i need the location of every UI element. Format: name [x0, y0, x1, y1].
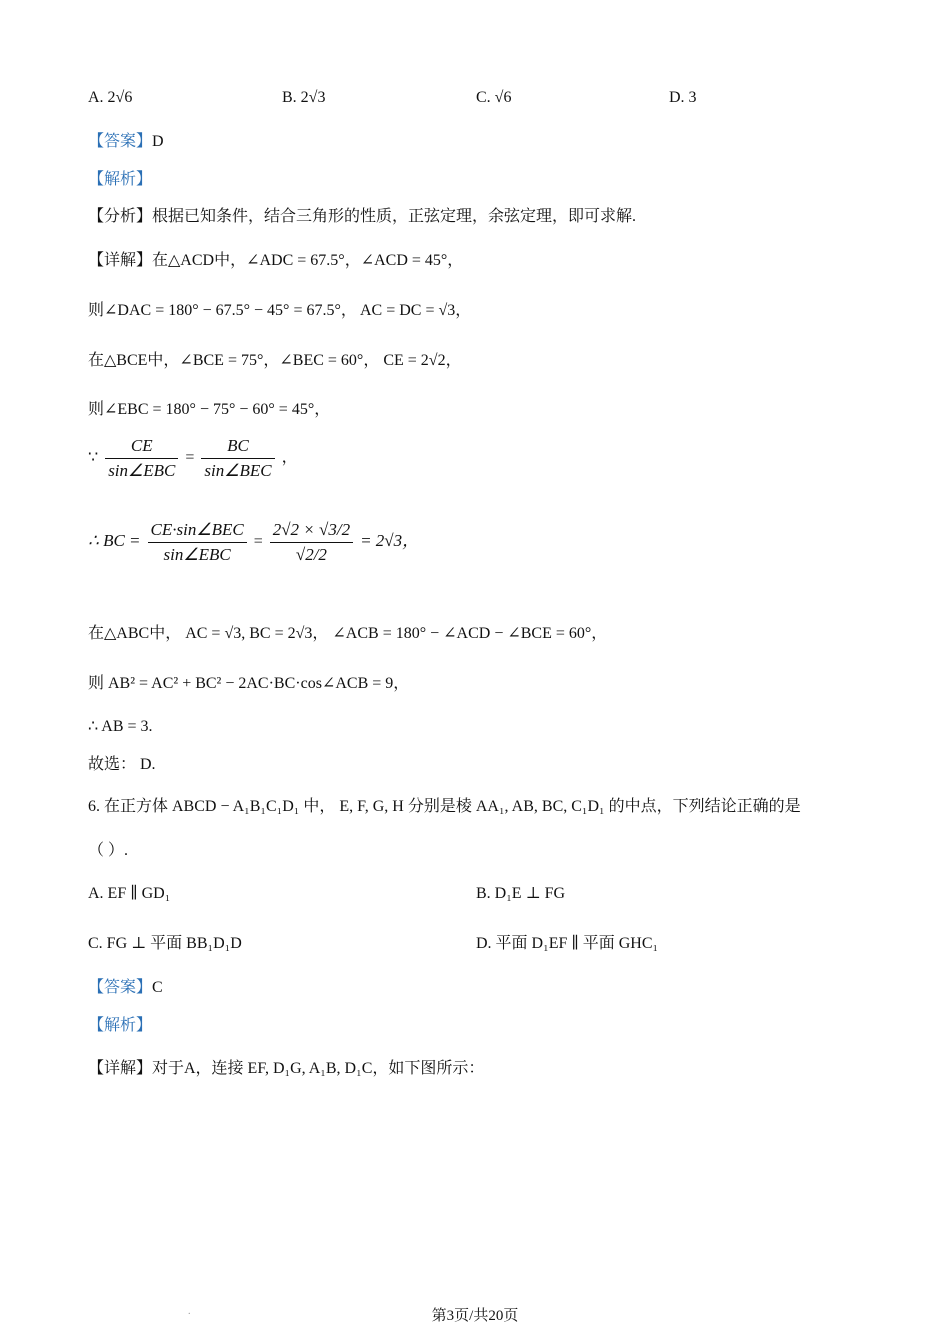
- fraction-right: [270, 518, 353, 567]
- therefore-bc: ∴ BC =: [88, 531, 141, 551]
- q5-detail-line7: 在△ABC中， AC = √3, BC = 2√3， ∠ACB = 180° − ∠ACD − ∠BCE = 60°，: [88, 625, 608, 642]
- q6-stem: 6. 在正方体 ABCD − A₁B₁C₁D₁ 中， E, F, G, H 分别是棱 AA₁, AB, BC, C₁D₁ 的中点，下列结论正确的是: [88, 798, 801, 815]
- q5-detail-line8: 则 AB² = AC² + BC² − 2AC·BC·cos∠ACB = 9，: [88, 675, 410, 692]
- answer-value: C: [152, 979, 163, 996]
- page-mark: .: [188, 1306, 191, 1317]
- q5-conclusion: 故选： D.: [88, 756, 156, 773]
- answer-value: D: [152, 133, 164, 150]
- because-symbol: ∵: [88, 449, 99, 467]
- option-b: B. 2√3: [282, 89, 326, 106]
- option-c: C. √6: [476, 89, 512, 106]
- fraction-left: [148, 518, 247, 567]
- result: = 2√3，: [360, 531, 420, 551]
- comma: ，: [281, 449, 298, 467]
- page-footer: 第3页/共20页: [431, 1308, 519, 1324]
- fraction-numerator: CE·sin∠BEC: [148, 518, 247, 543]
- equals-sign: =: [185, 449, 195, 467]
- equals-sign: =: [253, 533, 263, 551]
- q5-detail-line4: 则∠EBC = 180° − 75° − 60° = 45°，: [88, 401, 331, 418]
- q6-option-c: C. FG ⊥ 平面 BB₁D₁D: [88, 935, 242, 952]
- fraction-numerator: CE: [105, 434, 178, 459]
- q5-detail-line9: ∴ AB = 3.: [88, 718, 153, 735]
- fraction-numerator: BC: [201, 434, 274, 459]
- fraction-denominator: sin∠BEC: [204, 461, 272, 480]
- q5-detail-line1: 【详解】在△ACD中，∠ADC = 67.5°，∠ACD = 45°，: [88, 252, 464, 269]
- fraction-left: [105, 434, 178, 483]
- q5-analysis-tag: 【解析】: [88, 171, 153, 188]
- q5-detail-line3: 在△BCE中，∠BCE = 75°，∠BEC = 60°， CE = 2√2，: [88, 352, 462, 369]
- q5-answer-line: [88, 131, 164, 153]
- fraction-denominator: sin∠EBC: [163, 545, 231, 564]
- answer-tag: 【答案】: [88, 133, 153, 150]
- option-d: D. 3: [669, 89, 697, 106]
- q5-bc-computation: [88, 518, 419, 567]
- fraction-right: [201, 434, 274, 483]
- answer-tag: 【答案】: [88, 979, 153, 996]
- fraction-denominator: √2/2: [295, 545, 327, 564]
- q6-option-d: D. 平面 D₁EF ∥ 平面 GHC₁: [476, 935, 659, 952]
- q6-answer-line: [88, 977, 163, 999]
- q6-analysis-tag: 【解析】: [88, 1017, 153, 1034]
- q5-detail-line2: 则∠DAC = 180° − 67.5° − 45° = 67.5°， AC = DC = √3，: [88, 302, 472, 319]
- q6-detail: 【详解】对于A，连接 EF, D₁G, A₁B, D₁C，如下图所示：: [88, 1060, 485, 1077]
- option-a: A. 2√6: [88, 89, 133, 106]
- fraction-numerator: 2√2 × √3/2: [270, 518, 353, 543]
- q6-paren: （ ）.: [88, 842, 129, 859]
- fraction-denominator: sin∠EBC: [108, 461, 176, 480]
- q6-option-a: A. EF ∥ GD₁: [88, 885, 171, 902]
- q6-option-b: B. D₁E ⊥ FG: [476, 885, 566, 902]
- q5-sine-law: [88, 434, 298, 483]
- q5-fenxi: 【分析】根据已知条件，结合三角形的性质，正弦定理，余弦定理，即可求解.: [88, 208, 637, 225]
